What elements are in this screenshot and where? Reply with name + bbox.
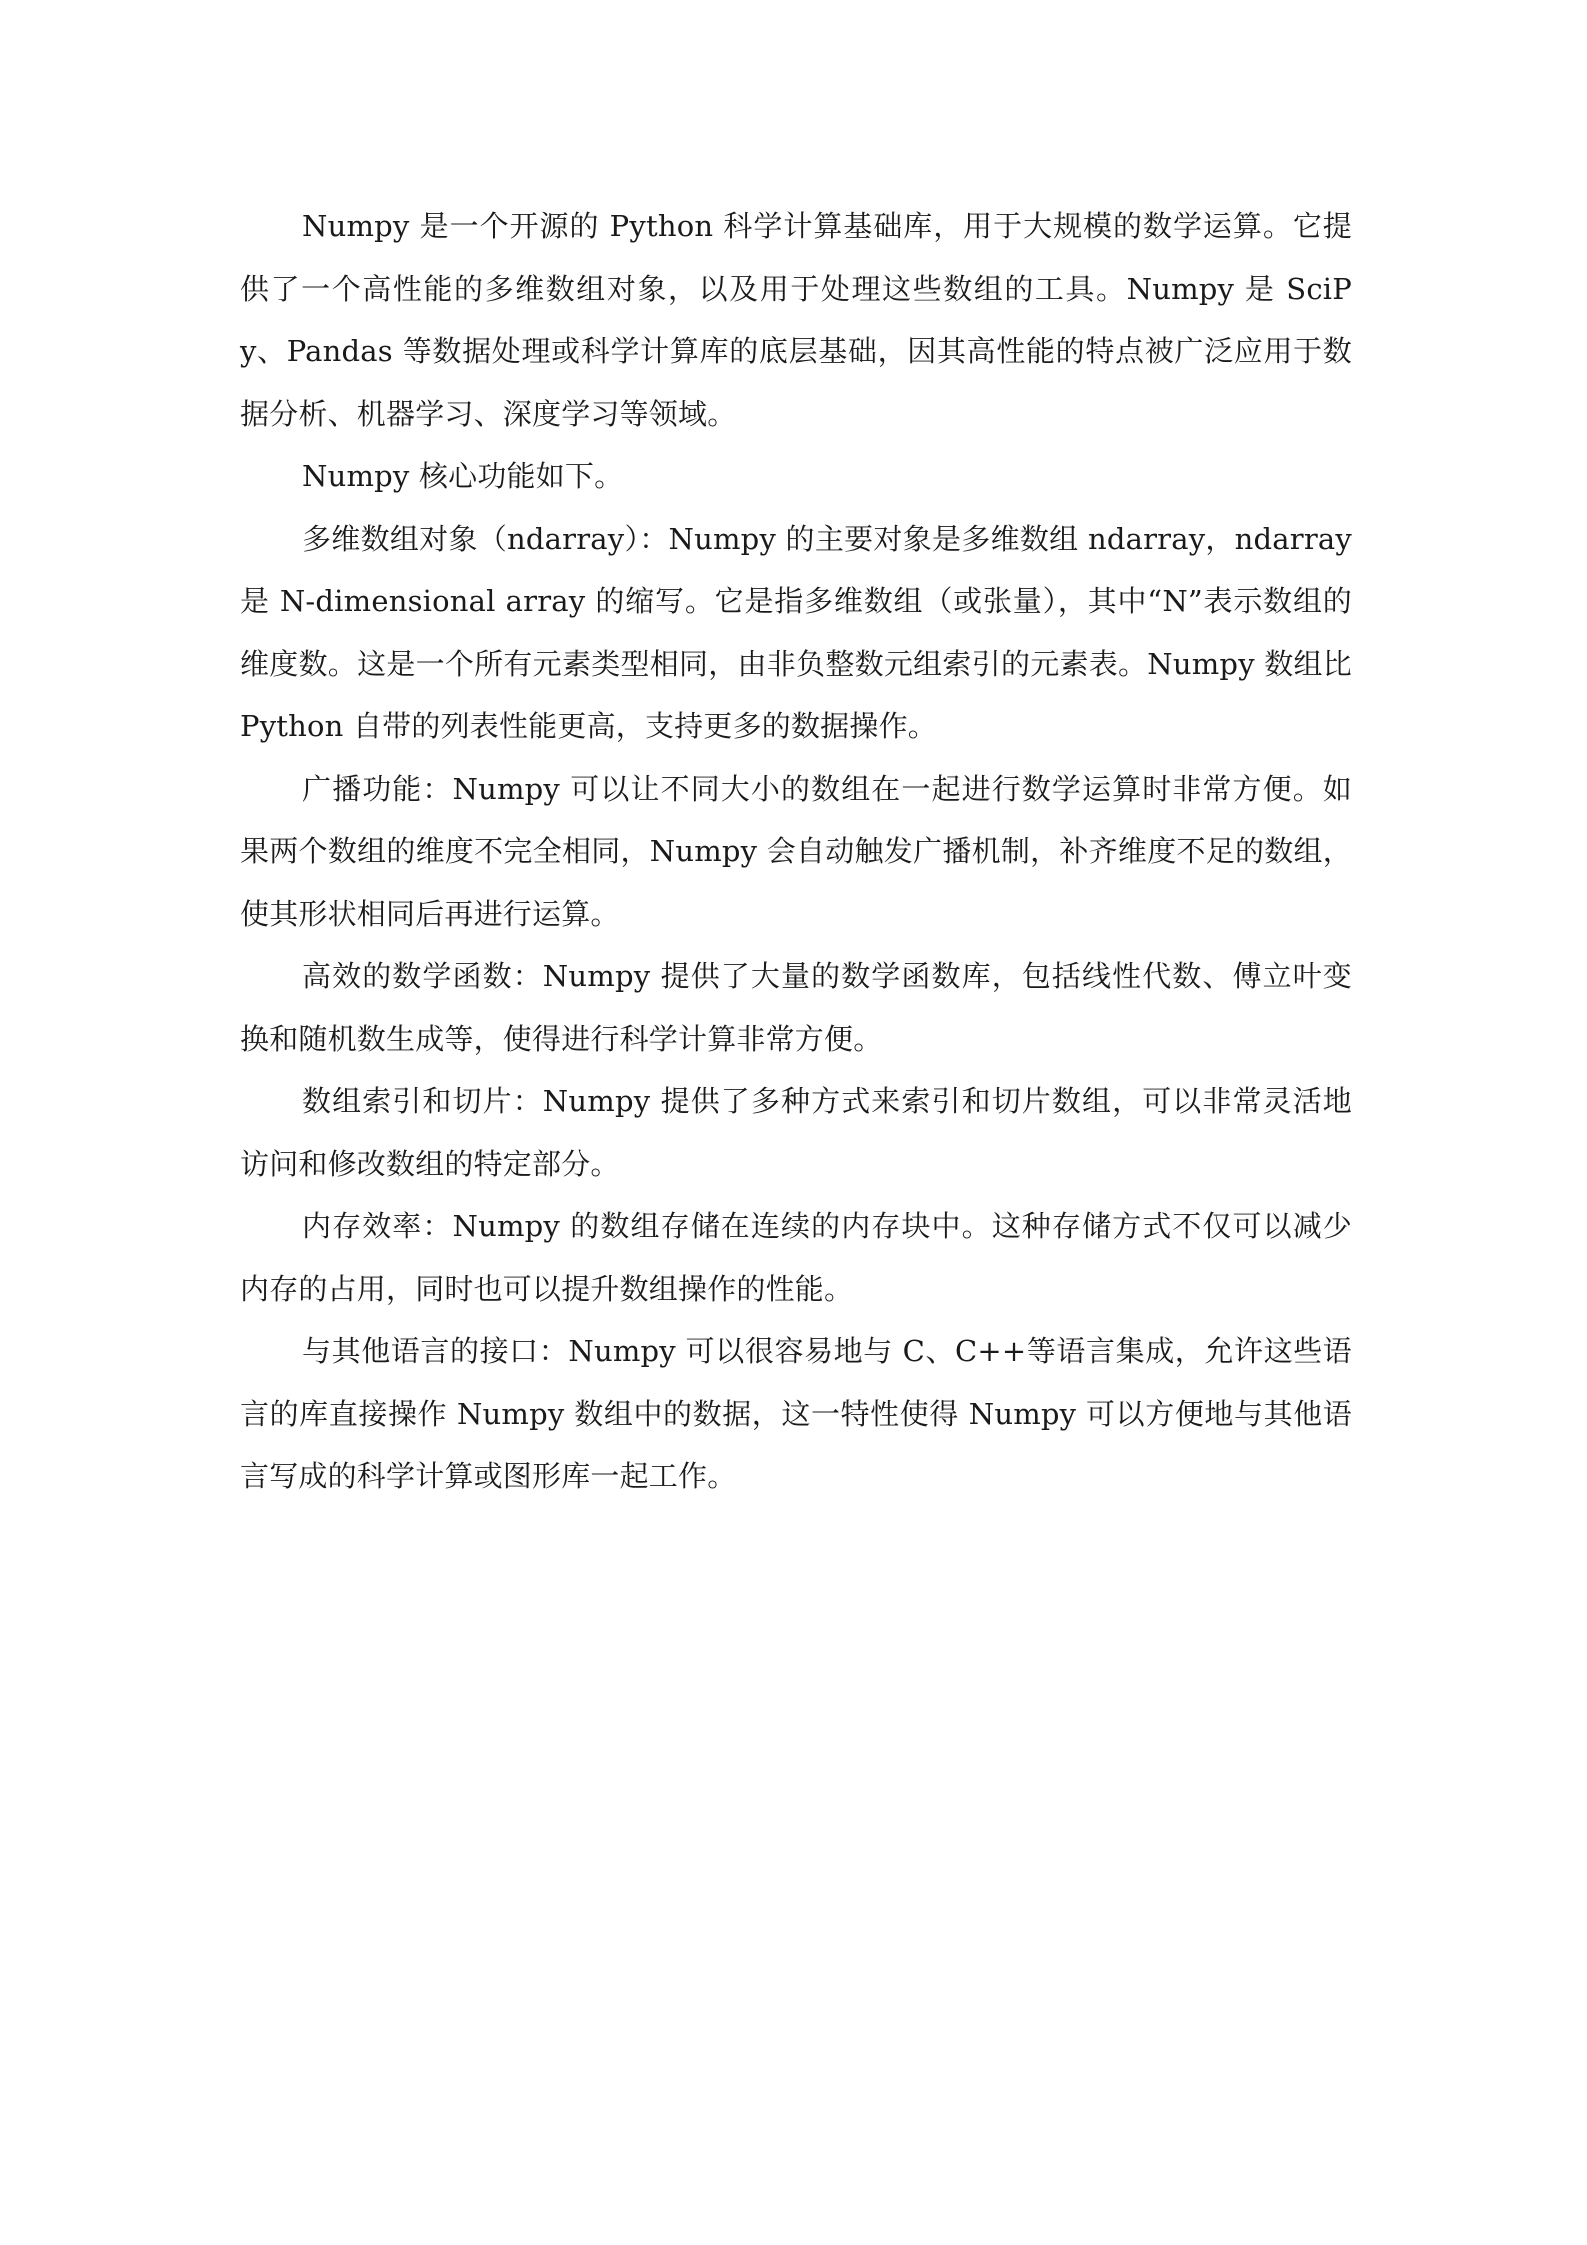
paragraph-broadcasting: 广播功能：Numpy 可以让不同大小的数组在一起进行数学运算时非常方便。如果两个数组的维度不完全相同，Numpy 会自动触发广播机制，补齐维度不足的数组，使其形状相同后再进行运算。 — [240, 771, 1352, 931]
paragraph-indexing-slicing: 数组索引和切片：Numpy 提供了多种方式来索引和切片数组，可以非常灵活地访问和修改数组的特定部分。 — [240, 1084, 1352, 1181]
paragraph-memory-efficiency: 内存效率：Numpy 的数组存储在连续的内存块中。这种存储方式不仅可以减少内存的占用，同时也可以提升数组操作的性能。 — [240, 1209, 1352, 1306]
paragraph-math-functions: 高效的数学函数：Numpy 提供了大量的数学函数库，包括线性代数、傅立叶变换和随机数生成等，使得进行科学计算非常方便。 — [240, 959, 1352, 1056]
document-body — [240, 195, 1352, 1508]
paragraph-ndarray: 多维数组对象（ndarray）：Numpy 的主要对象是多维数组 ndarray，ndarray 是 N-dimensional array 的缩写。它是指多维数组（或张量），其中“N”表示数组的维度数。这是一个所有元素类型相同，由非负整数元组索引的元素表。Numpy 数组比 Python 自带的列表性能更高，支持更多的数据操作。 — [240, 521, 1352, 743]
paragraph-language-interface: 与其他语言的接口：Numpy 可以很容易地与 C、C++等语言集成，允许这些语言的库直接操作 Numpy 数组中的数据，这一特性使得 Numpy 可以方便地与其他语言写成的科学计算或图形库一起工作。 — [240, 1334, 1352, 1493]
paragraph-intro: Numpy 是一个开源的 Python 科学计算基础库，用于大规模的数学运算。它提供了一个高性能的多维数组对象，以及用于处理这些数组的工具。Numpy 是 SciPy、Pandas 等数据处理或科学计算库的底层基础，因其高性能的特点被广泛应用于数据分析、机器学习、深度学习等领域。 — [240, 209, 1352, 431]
paragraph-core-features-heading: Numpy 核心功能如下。 — [302, 459, 624, 493]
